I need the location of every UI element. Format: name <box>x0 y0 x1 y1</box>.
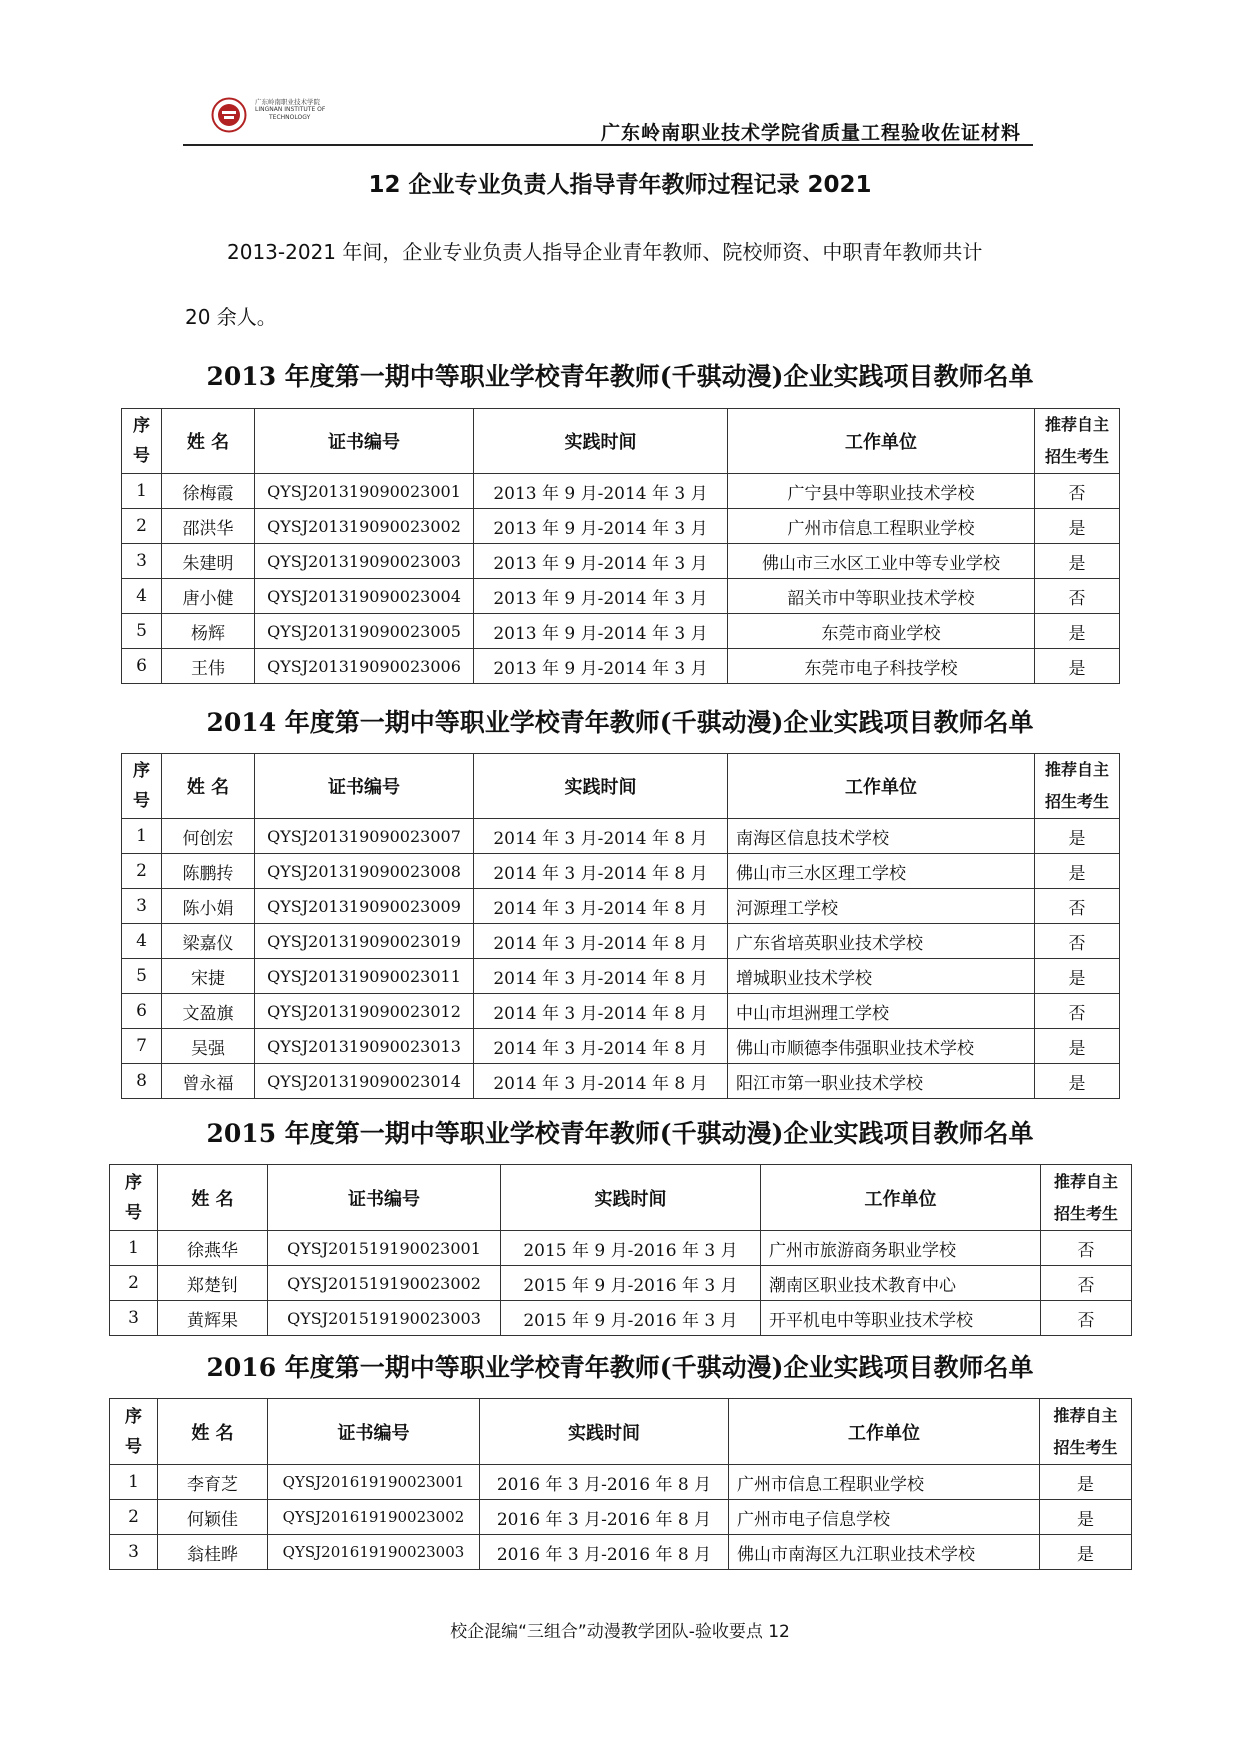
col-seq-header: 序 号 <box>122 754 162 819</box>
section-title-2015: 2015 年度第一期中等职业学校青年教师(千骐动漫)企业实践项目教师名单 <box>206 1119 1034 1148</box>
table-row: 3 朱建明 QYSJ201319090023003 2013 年 9 月-2014 年 3 月 佛山市三水区工业中等专业学校 是 <box>122 544 1120 579</box>
table-row: 2 何颖佳 QYSJ201619190023002 2016 年 3 月-2016 年 8 月 广州市电子信息学校 是 <box>110 1500 1132 1535</box>
col-unit-header: 工作单位 <box>728 754 1035 819</box>
col-name-header: 姓 名 <box>162 754 255 819</box>
col-recommend-header: 推荐自主 招生考生 <box>1035 754 1120 819</box>
section-title-2016: 2016 年度第一期中等职业学校青年教师(千骐动漫)企业实践项目教师名单 <box>206 1353 1034 1382</box>
table-row: 1 何创宏 QYSJ201319090023007 2014 年 3 月-2014 年 8 月 南海区信息技术学校 是 <box>122 819 1120 854</box>
col-time-header: 实践时间 <box>474 754 728 819</box>
col-recommend-header: 推荐自主 招生考生 <box>1041 1165 1132 1231</box>
col-cert-header: 证书编号 <box>255 409 474 474</box>
col-time-header: 实践时间 <box>480 1399 729 1465</box>
table-row: 1 李育芝 QYSJ201619190023001 2016 年 3 月-2016 年 8 月 广州市信息工程职业学校 是 <box>110 1465 1132 1500</box>
page-header <box>183 92 1033 146</box>
section-title-2013: 2013 年度第一期中等职业学校青年教师(千骐动漫)企业实践项目教师名单 <box>206 362 1034 391</box>
table-row: 6 文盈旗 QYSJ201319090023012 2014 年 3 月-2014 年 8 月 中山市坦洲理工学校 否 <box>122 994 1120 1029</box>
document-title: 12 企业专业负责人指导青年教师过程记录 2021 <box>368 172 872 198</box>
col-name-header: 姓 名 <box>158 1399 268 1465</box>
col-name-header: 姓 名 <box>158 1165 268 1231</box>
table-row: 5 杨辉 QYSJ201319090023005 2013 年 9 月-2014 年 3 月 东莞市商业学校 是 <box>122 614 1120 649</box>
table-row: 3 翁桂晔 QYSJ201619190023003 2016 年 3 月-2016 年 8 月 佛山市南海区九江职业技术学校 是 <box>110 1535 1132 1570</box>
teacher-table-2016 <box>109 1398 1132 1570</box>
table-row: 4 唐小健 QYSJ201319090023004 2013 年 9 月-2014 年 3 月 韶关市中等职业技术学校 否 <box>122 579 1120 614</box>
col-cert-header: 证书编号 <box>268 1165 501 1231</box>
teacher-table-2014 <box>121 753 1120 1099</box>
table-row: 5 宋捷 QYSJ201319090023011 2014 年 3 月-2014 年 8 月 增城职业技术学校 是 <box>122 959 1120 994</box>
teacher-table-2013 <box>121 408 1120 684</box>
col-unit-header: 工作单位 <box>728 409 1035 474</box>
table-row: 7 吴强 QYSJ201319090023013 2014 年 3 月-2014 年 8 月 佛山市顺德李伟强职业技术学校 是 <box>122 1029 1120 1064</box>
col-unit-header: 工作单位 <box>761 1165 1041 1231</box>
intro-paragraph-line2: 20 余人。 <box>185 305 277 329</box>
col-unit-header: 工作单位 <box>729 1399 1040 1465</box>
col-seq-header: 序 号 <box>110 1399 158 1465</box>
table-row: 1 徐燕华 QYSJ201519190023001 2015 年 9 月-2016 年 3 月 广州市旅游商务职业学校 否 <box>110 1231 1132 1266</box>
col-recommend-header: 推荐自主 招生考生 <box>1035 409 1120 474</box>
col-time-header: 实践时间 <box>501 1165 761 1231</box>
table-row: 3 黄辉果 QYSJ201519190023003 2015 年 9 月-2016 年 3 月 开平机电中等职业技术学校 否 <box>110 1301 1132 1336</box>
table-row: 2 郑楚钊 QYSJ201519190023002 2015 年 9 月-2016 年 3 月 潮南区职业技术教育中心 否 <box>110 1266 1132 1301</box>
col-name-header: 姓 名 <box>162 409 255 474</box>
col-seq-header: 序 号 <box>110 1165 158 1231</box>
col-seq-header: 序 号 <box>122 409 162 474</box>
table-row: 8 曾永福 QYSJ201319090023014 2014 年 3 月-2014 年 8 月 阳江市第一职业技术学校 是 <box>122 1064 1120 1099</box>
teacher-table-2015 <box>109 1164 1132 1336</box>
section-title-2014: 2014 年度第一期中等职业学校青年教师(千骐动漫)企业实践项目教师名单 <box>206 708 1034 737</box>
school-seal-icon <box>211 97 247 133</box>
table-row: 2 邵洪华 QYSJ201319090023002 2013 年 9 月-2014 年 3 月 广州市信息工程职业学校 是 <box>122 509 1120 544</box>
table-row: 2 陈鹏抟 QYSJ201319090023008 2014 年 3 月-2014 年 8 月 佛山市三水区理工学校 是 <box>122 854 1120 889</box>
table-row: 4 梁嘉仪 QYSJ201319090023019 2014 年 3 月-2014 年 8 月 广东省培英职业技术学校 否 <box>122 924 1120 959</box>
table-row: 6 王伟 QYSJ201319090023006 2013 年 9 月-2014 年 3 月 东莞市电子科技学校 是 <box>122 649 1120 684</box>
table-row: 3 陈小娟 QYSJ201319090023009 2014 年 3 月-2014 年 8 月 河源理工学校 否 <box>122 889 1120 924</box>
col-recommend-header: 推荐自主 招生考生 <box>1040 1399 1132 1465</box>
header-title: 广东岭南职业技术学院省质量工程验收佐证材料 <box>600 122 1021 144</box>
intro-paragraph-line1: 2013-2021 年间，企业专业负责人指导企业青年教师、院校师资、中职青年教师共计 <box>227 240 983 264</box>
page-footer: 校企混编“三组合”动漫教学团队-验收要点 12 <box>450 1622 790 1642</box>
table-row: 1 徐梅霞 QYSJ201319090023001 2013 年 9 月-2014 年 3 月 广宁县中等职业技术学校 否 <box>122 474 1120 509</box>
col-time-header: 实践时间 <box>474 409 728 474</box>
col-cert-header: 证书编号 <box>268 1399 480 1465</box>
col-cert-header: 证书编号 <box>255 754 474 819</box>
logo-text: 广东岭南职业技术学院 LINGNAN INSTITUTE OF TECHNOLOGY <box>255 98 326 121</box>
